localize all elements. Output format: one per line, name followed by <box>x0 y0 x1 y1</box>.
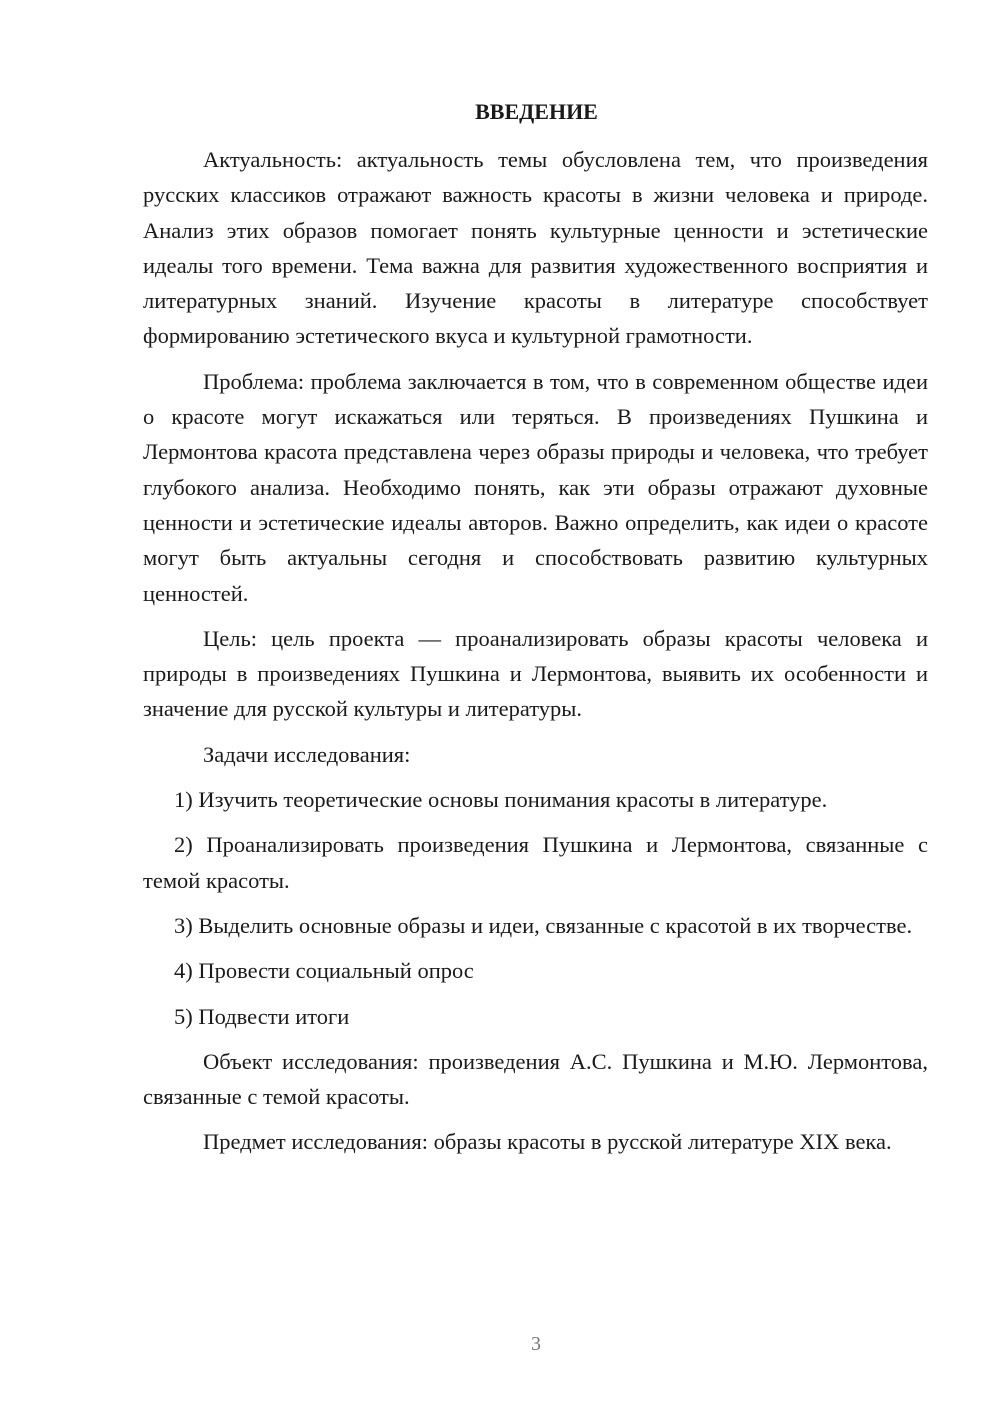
relevance-paragraph: Актуальность: актуальность темы обусловлена тем, что произведения русских классиков отражают важность красоты в жизни человека и природе. Анализ этих образов помогает понять культурные ценности и эстетические идеалы того времени. Тема важна для развития художественного восприятия и литературных знаний. Изучение красоты в литературе способствует формированию эстетического вкуса и культурной грамотности. <box>143 147 928 349</box>
task-item-3: 3) Выделить основные образы и идеи, связанные с красотой в их творчестве. <box>174 912 913 938</box>
task-item-4: 4) Провести социальный опрос <box>174 958 474 984</box>
object-paragraph: Объект исследования: произведения А.С. Пушкина и М.Ю. Лермонтова, связанные с темой красоты. <box>143 1048 928 1110</box>
subject-paragraph: Предмет исследования: образы красоты в русской литературе XIX века. <box>203 1129 892 1155</box>
task-item-5: 5) Подвести итоги <box>174 1003 350 1029</box>
section-title: ВВЕДЕНИЕ <box>475 99 598 124</box>
page-number: 3 <box>531 1333 541 1355</box>
document-page <box>143 94 928 1160</box>
task-item-2: 2) Проанализировать произведения Пушкина и Лермонтова, связанные с темой красоты. <box>143 832 928 893</box>
tasks-heading: Задачи исследования: <box>203 741 411 767</box>
task-item-1: 1) Изучить теоретические основы понимания красоты в литературе. <box>174 787 828 813</box>
goal-paragraph: Цель: цель проекта — проанализировать образы красоты человека и природы в произведениях Пушкина и Лермонтова, выявить их особенности и значение для русской культуры и литературы. <box>143 625 928 722</box>
problem-paragraph: Проблема: проблема заключается в том, что в современном обществе идеи о красоте могут искажаться или теряться. В произведениях Пушкина и Лермонтова красота представлена через образы природы и человека, что требует глубокого анализа. Необходимо понять, как эти образы отражают духовные ценности и эстетические идеалы авторов. Важно определить, как идеи о красоте могут быть актуальны сегодня и способствовать развитию культурных ценностей. <box>143 368 928 606</box>
